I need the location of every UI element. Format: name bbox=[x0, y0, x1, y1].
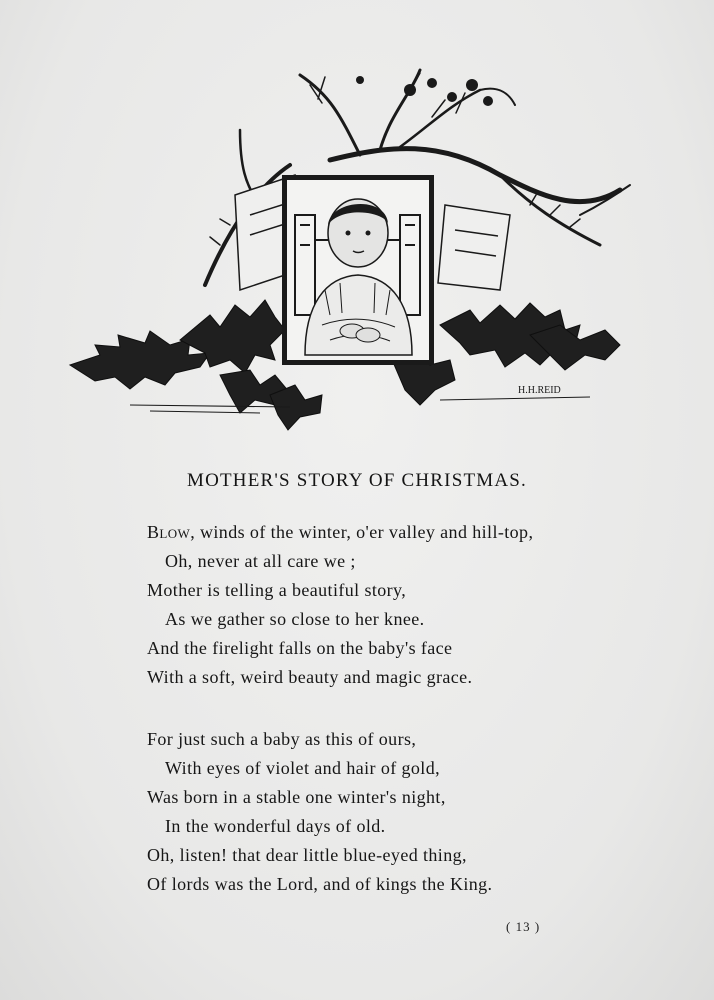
stanza-1 bbox=[147, 518, 533, 692]
poem-line: With a soft, weird beauty and magic grace. bbox=[147, 667, 473, 687]
poem-title: MOTHER'S STORY OF CHRISTMAS. bbox=[186, 470, 528, 491]
stanza-2 bbox=[147, 725, 492, 899]
poem-line: Of lords was the Lord, and of kings the King. bbox=[147, 874, 493, 894]
poem-line: Oh, listen! that dear little blue-eyed thing, bbox=[147, 845, 467, 865]
drop-word: Blow, bbox=[147, 522, 196, 542]
page-number: ( 13 ) bbox=[506, 919, 541, 934]
line-text: winds of the winter, o'er valley and hill-top, bbox=[195, 522, 534, 542]
poem-line: Oh, never at all care we ; bbox=[165, 551, 356, 571]
poem-line: Mother is telling a beautiful story, bbox=[147, 580, 407, 600]
poem-line: Was born in a stable one winter's night, bbox=[147, 787, 446, 807]
poem-line: And the firelight falls on the baby's face bbox=[147, 638, 453, 658]
poem-line bbox=[147, 518, 533, 547]
poem-line: In the wonderful days of old. bbox=[165, 816, 386, 836]
poem-line: For just such a baby as this of ours, bbox=[147, 729, 417, 749]
poem-line: As we gather so close to her knee. bbox=[165, 609, 425, 629]
baby-portrait-with-holly-engraving-icon bbox=[60, 55, 660, 435]
artist-signature: H.H.REID bbox=[518, 385, 561, 396]
poem-line: With eyes of violet and hair of gold, bbox=[165, 758, 441, 778]
